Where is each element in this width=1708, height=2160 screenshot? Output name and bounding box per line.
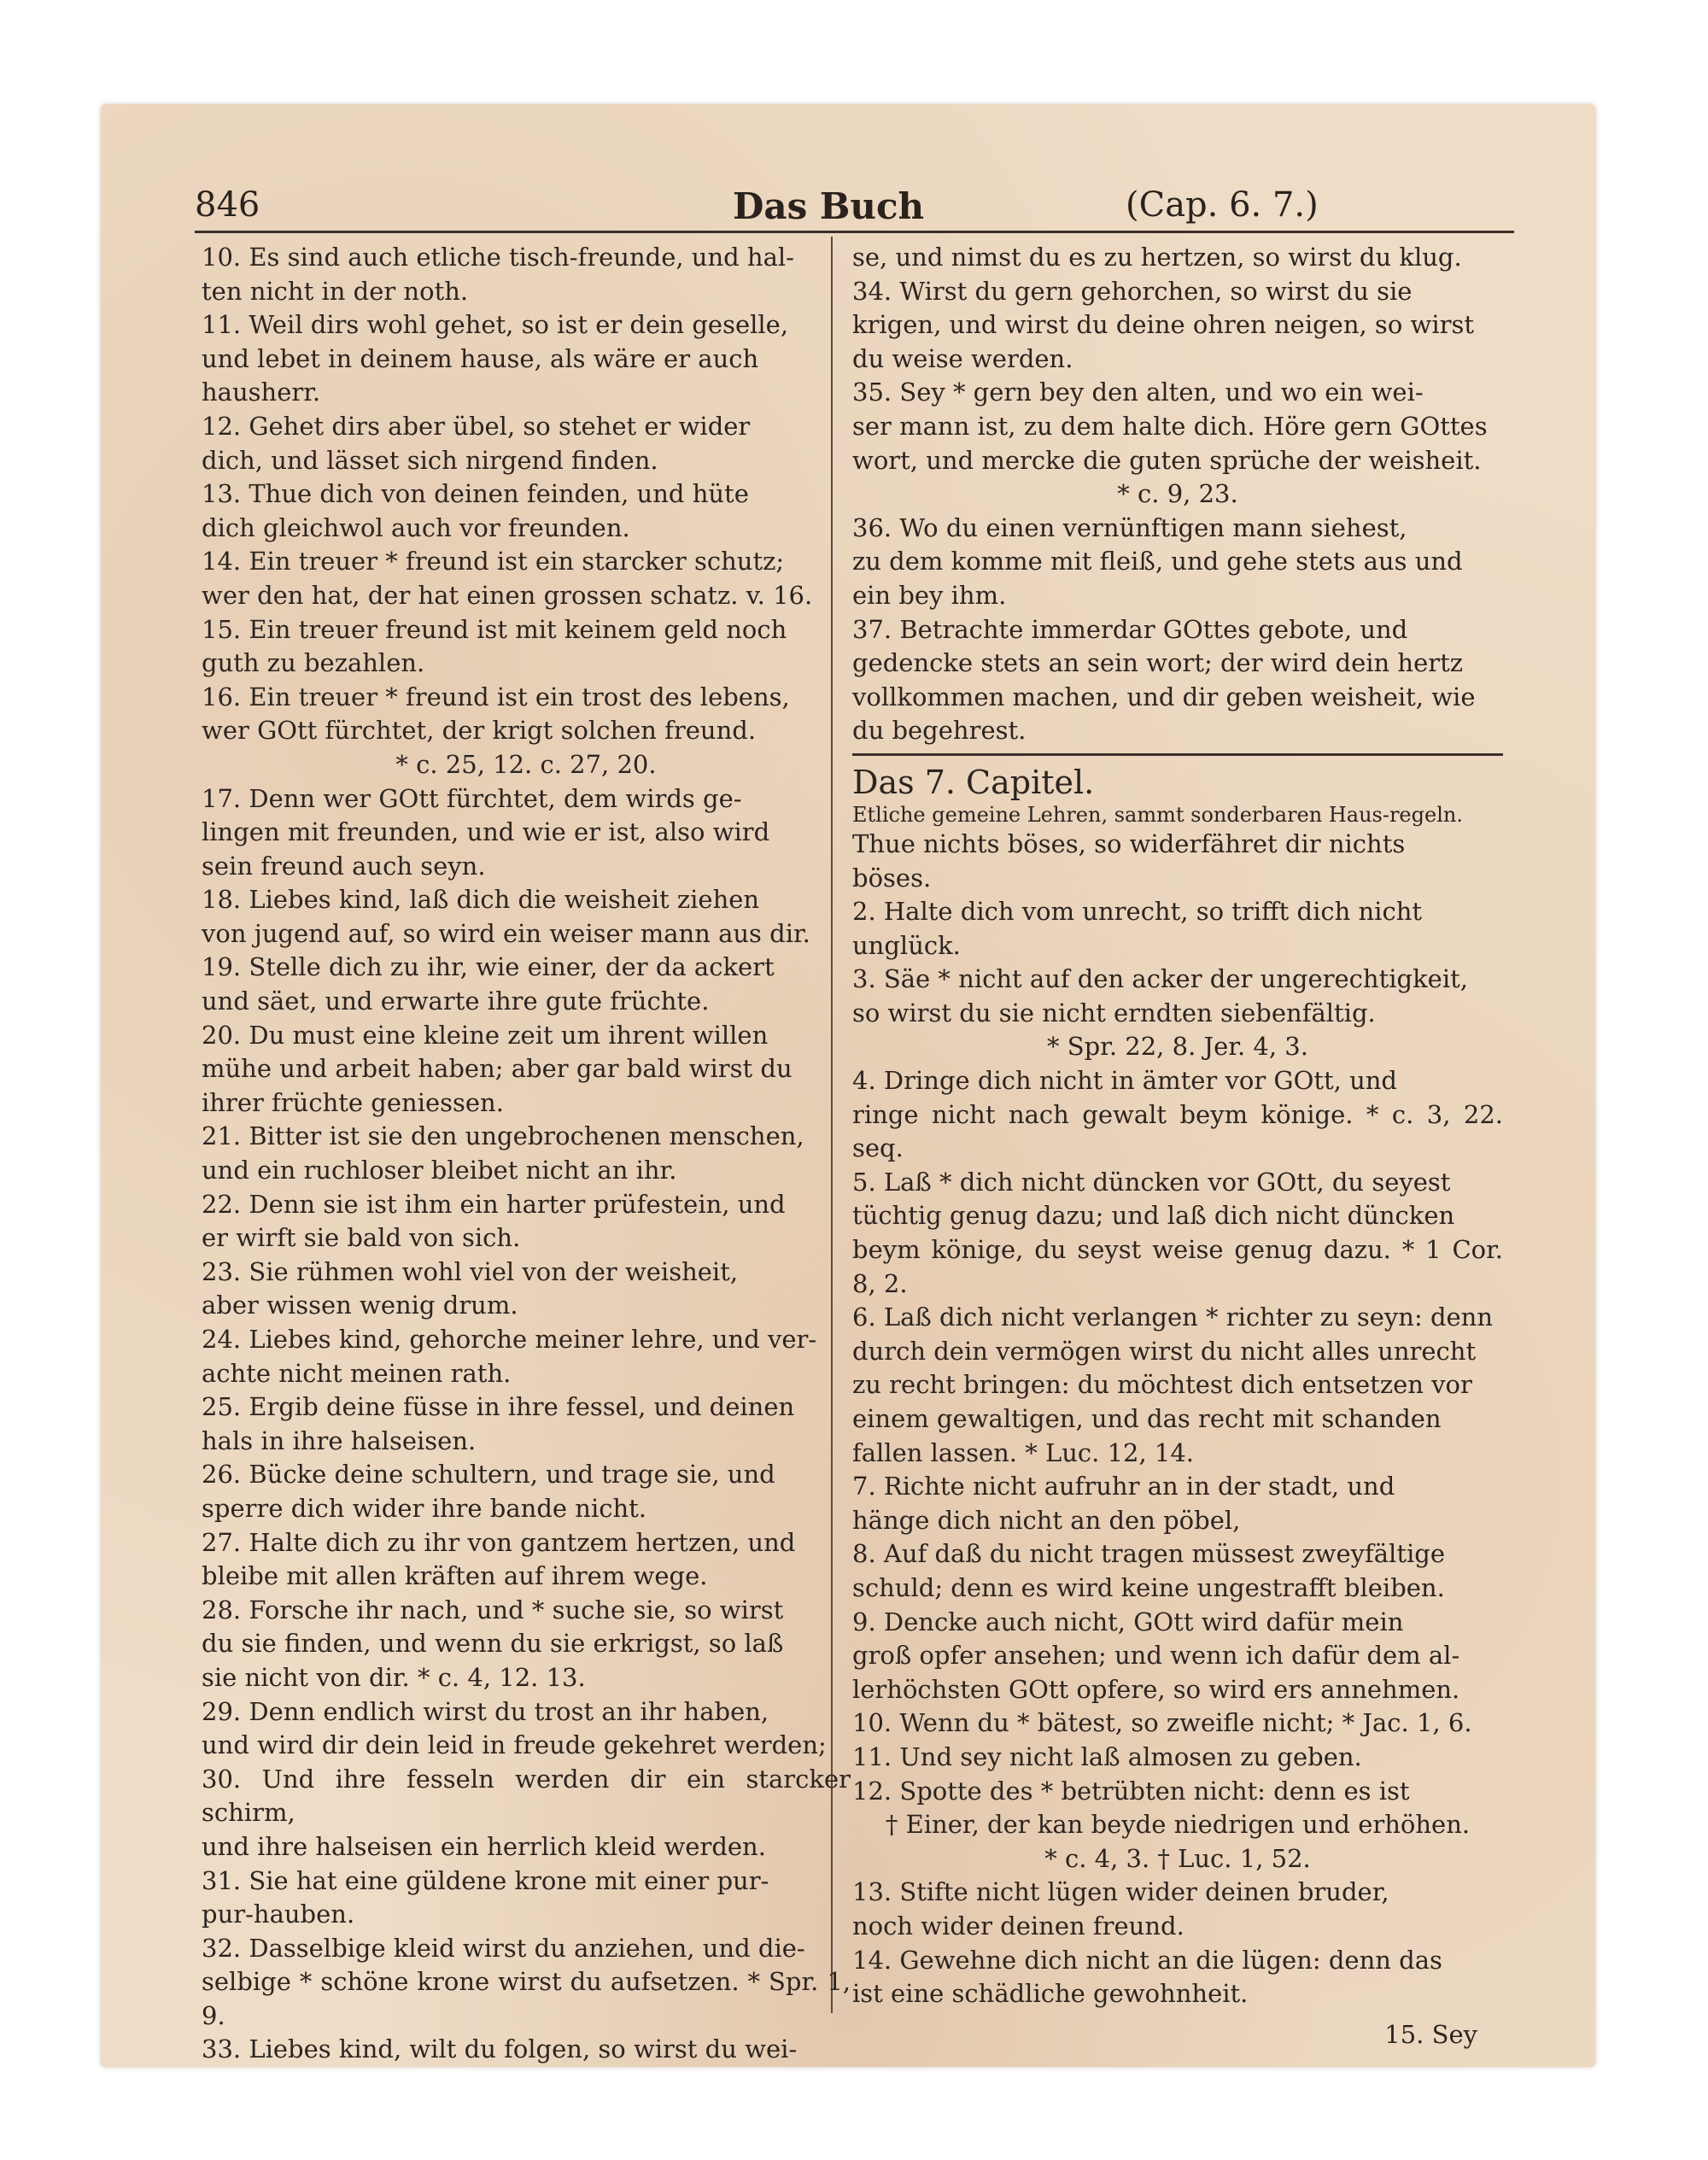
text-line: und wird dir dein leid in freude gekehret werden; — [202, 1730, 827, 1760]
text-line: schuld; denn es wird keine ungestrafft bleiben. — [852, 1572, 1445, 1602]
text-line: 6. Laß dich nicht verlangen * richter zu seyn: denn — [852, 1302, 1494, 1332]
text-line: noch wider deinen freund. — [852, 1911, 1184, 1940]
text-line: sperre dich wider ihre bande nicht. — [202, 1493, 647, 1523]
chapter-reference: (Cap. 6. 7.) — [1126, 185, 1319, 225]
text-line: ser mann ist, zu dem halte dich. Höre gern GOttes — [852, 411, 1488, 441]
text-line: zu dem komme mit fleiß, und gehe stets aus und — [852, 547, 1463, 577]
text-line: dich, und lässet sich nirgend finden. — [202, 445, 658, 475]
text-line: lerhöchsten GOtt opfere, so wird ers annehmen. — [852, 1674, 1460, 1704]
right-column-top — [852, 241, 1503, 748]
text-line: 9. Dencke auch nicht, GOtt wird dafür mein — [852, 1607, 1404, 1636]
text-line: 26. Bücke deine schultern, und trage sie, und — [202, 1460, 775, 1490]
right-column — [852, 241, 1503, 2052]
text-line: ihrer früchte geniessen. — [202, 1087, 504, 1117]
text-line: sein freund auch seyn. — [202, 851, 486, 881]
text-line: 27. Halte dich zu ihr von gantzem hertzen, und — [202, 1527, 796, 1557]
text-line: 14. Gewehne dich nicht an die lügen: denn das — [852, 1945, 1442, 1975]
text-line: selbige * schöne krone wirst du aufsetzen. * Spr. 1, 9. — [202, 1967, 851, 2030]
text-line: ist eine schädliche gewohnheit. — [852, 1979, 1249, 2009]
text-line: 31. Sie hat eine güldene krone mit einer pur- — [202, 1865, 769, 1895]
page-header — [195, 185, 1514, 237]
text-line: 14. Ein treuer * freund ist ein starcker schutz; — [202, 547, 785, 577]
text-line: hausherr. — [202, 378, 321, 407]
text-line: * c. 9, 23. — [1117, 479, 1238, 509]
text-line: 5. Laß * dich nicht düncken vor GOtt, du seyest — [852, 1167, 1451, 1197]
text-line: 36. Wo du einen vernünftigen mann siehest, — [852, 512, 1407, 542]
text-line: ringe nicht nach gewalt beym könige. * c. 3, 22. seq. — [852, 1099, 1503, 1163]
text-line: von jugend auf, so wird ein weiser mann aus dir. — [202, 918, 810, 948]
text-line: 13. Thue dich von deinen feinden, und hüte — [202, 479, 749, 509]
catchword: 15. Sey — [1384, 2019, 1477, 2049]
text-line: 23. Sie rühmen wohl viel von der weisheit, — [202, 1256, 739, 1286]
text-line: sie nicht von dir. * c. 4, 12. 13. — [202, 1662, 586, 1692]
text-line: 10. Es sind auch etliche tisch-freunde, und hal- — [202, 243, 794, 272]
text-line: du weise werden. — [852, 343, 1073, 373]
text-line: einem gewaltigen, und das recht mit schanden — [852, 1404, 1442, 1433]
text-line: zu recht bringen: du möchtest dich entsetzen vor — [852, 1370, 1472, 1400]
text-line: mühe und arbeit haben; aber gar bald wirst du — [202, 1054, 793, 1084]
text-line: achte nicht meinen rath. — [202, 1358, 512, 1388]
text-line: 16. Ein treuer * freund ist ein trost des lebens, — [202, 682, 790, 711]
text-line: 24. Liebes kind, gehorche meiner lehre, und ver- — [202, 1325, 817, 1354]
text-line: hals in ihre halseisen. — [202, 1425, 477, 1455]
text-line: 4. Dringe dich nicht in ämter vor GOtt, und — [852, 1066, 1397, 1096]
text-line: 10. Wenn du * bätest, so zweifle nicht; * Jac. 1, 6. — [852, 1708, 1472, 1738]
text-line: 3. Säe * nicht auf den acker der ungerechtigkeit, — [852, 964, 1468, 994]
text-line: und ein ruchloser bleibet nicht an ihr. — [202, 1156, 677, 1185]
text-line: fallen lassen. * Luc. 12, 14. — [852, 1437, 1195, 1467]
text-line: du sie finden, und wenn du sie erkrigst, so laß — [202, 1629, 784, 1659]
text-line: 35. Sey * gern bey den alten, und wo ein wei- — [852, 378, 1424, 407]
text-line: beym könige, du seyst weise genug dazu. * 1 Cor. 8, 2. — [852, 1235, 1503, 1298]
text-line: wer GOtt fürchtet, der krigt solchen freund. — [202, 716, 757, 746]
header-rule — [195, 231, 1514, 233]
chapter-subtitle: Etliche gemeine Lehren, sammt sonderbaren Haus-regeln. — [852, 802, 1463, 827]
text-line: 34. Wirst du gern gehorchen, so wirst du sie — [852, 276, 1413, 306]
chapter-title: Das 7. Capitel. — [852, 763, 1095, 801]
text-line: hänge dich nicht an den pöbel, — [852, 1505, 1241, 1535]
text-line: und säet, und erwarte ihre gute früchte. — [202, 986, 710, 1016]
text-line: er wirft sie bald von sich. — [202, 1223, 521, 1253]
text-line: 33. Liebes kind, wilt du folgen, so wirst du wei- — [202, 2034, 798, 2064]
text-line: 18. Liebes kind, laß dich die weisheit ziehen — [202, 885, 760, 915]
book-page — [101, 104, 1595, 2067]
text-line: 20. Du must eine kleine zeit um ihrent willen — [202, 1020, 769, 1050]
text-line: 2. Halte dich vom unrecht, so trifft dich nicht — [852, 897, 1423, 927]
text-line: wer den hat, der hat einen grossen schatz. v. 16. — [202, 580, 813, 610]
text-line: guth zu bezahlen. — [202, 648, 425, 678]
text-line: und lebet in deinem hause, als wäre er auch — [202, 343, 759, 373]
text-line: 32. Dasselbige kleid wirst du anziehen, und die- — [202, 1933, 805, 1963]
text-line: gedencke stets an sein wort; der wird dein hertz — [852, 648, 1464, 678]
page-number: 846 — [195, 185, 260, 225]
text-line: 29. Denn endlich wirst du trost an ihr haben, — [202, 1696, 769, 1726]
text-line: so wirst du sie nicht erndten siebenfältig. — [852, 998, 1376, 1027]
text-line: * c. 25, 12. c. 27, 20. — [395, 749, 657, 779]
text-line: du begehrest. — [852, 716, 1027, 746]
text-line: 8. Auf daß du nicht tragen müssest zweyfältige — [852, 1539, 1445, 1569]
text-line: 22. Denn sie ist ihm ein harter prüfestein, und — [202, 1189, 786, 1219]
text-line: se, und nimst du es zu hertzen, so wirst du klug. — [852, 243, 1462, 272]
text-line: dich gleichwol auch vor freunden. — [202, 512, 630, 542]
text-line: bleibe mit allen kräften auf ihrem wege. — [202, 1561, 708, 1591]
text-line: 12. Gehet dirs aber übel, so stehet er wider — [202, 411, 751, 441]
text-line: lingen mit freunden, und wie er ist, also wird — [202, 817, 770, 847]
text-line: 28. Forsche ihr nach, und * suche sie, so wirst — [202, 1595, 784, 1624]
text-line: groß opfer ansehen; und wenn ich dafür dem al- — [852, 1641, 1460, 1671]
text-line: pur-hauben. — [202, 1900, 355, 1929]
running-title: Das Buch — [733, 185, 925, 227]
text-line: ten nicht in der noth. — [202, 276, 469, 306]
text-line: unglück. — [852, 930, 961, 960]
text-line: wort, und mercke die guten sprüche der weisheit. — [852, 445, 1482, 475]
text-line: 19. Stelle dich zu ihr, wie einer, der da ackert — [202, 952, 775, 982]
text-line: und ihre halseisen ein herrlich kleid werden. — [202, 1831, 766, 1861]
text-line: 37. Betrachte immerdar GOttes gebote, und — [852, 614, 1408, 644]
text-line: krigen, und wirst du deine ohren neigen, so wirst — [852, 310, 1474, 340]
text-line: 12. Spotte des * betrübten nicht: denn es ist — [852, 1776, 1410, 1806]
left-column — [202, 241, 851, 2067]
text-line: * Spr. 22, 8. Jer. 4, 3. — [1047, 1032, 1308, 1062]
text-line: 30. Und ihre fesseln werden dir ein starcker schirm, — [202, 1764, 851, 1828]
text-line: † Einer, der kan beyde niedrigen und erhöhen. — [885, 1810, 1471, 1840]
text-line: ein bey ihm. — [852, 580, 1007, 610]
text-line: 15. Ein treuer freund ist mit keinem geld noch — [202, 614, 787, 644]
chapter-rule — [852, 753, 1503, 756]
text-line: 17. Denn wer GOtt fürchtet, dem wirds ge- — [202, 783, 742, 813]
text-line: 11. Weil dirs wohl gehet, so ist er dein geselle, — [202, 310, 789, 340]
text-line: * c. 4, 3. † Luc. 1, 52. — [1044, 1843, 1311, 1873]
text-line: 7. Richte nicht aufruhr an in der stadt, und — [852, 1472, 1395, 1501]
text-line: Thue nichts böses, so widerfähret dir nichts — [852, 828, 1406, 858]
text-line: durch dein vermögen wirst du nicht alles unrecht — [852, 1336, 1477, 1366]
text-line: vollkommen machen, und dir geben weisheit, wie — [852, 682, 1476, 711]
text-line: 13. Stifte nicht lügen wider deinen bruder, — [852, 1877, 1389, 1907]
text-line: 21. Bitter ist sie den ungebrochenen menschen, — [202, 1121, 804, 1151]
right-column-bottom — [852, 828, 1503, 2011]
text-line: aber wissen wenig drum. — [202, 1291, 518, 1320]
text-line: tüchtig genug dazu; und laß dich nicht düncken — [852, 1201, 1455, 1231]
text-line: 25. Ergib deine füsse in ihre fessel, und deinen — [202, 1392, 795, 1422]
text-line: 11. Und sey nicht laß almosen zu geben. — [852, 1741, 1362, 1771]
text-line: böses. — [852, 863, 932, 893]
